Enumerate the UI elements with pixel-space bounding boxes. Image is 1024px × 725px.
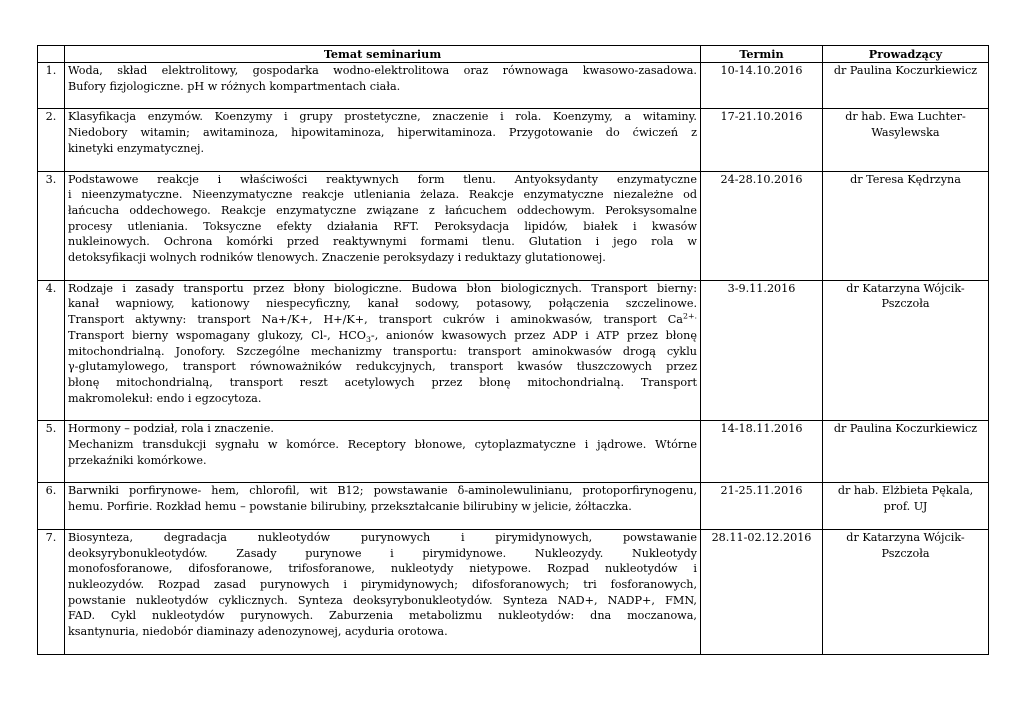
- table-row: [38, 171, 989, 280]
- topic-line: łańcucha oddechowego. Reakcje enzymatyczne związane z łańcuchem oddechowym. Peroksysomalne: [68, 203, 697, 217]
- seminar-lecturer: dr Paulina Koczurkiewicz: [823, 63, 989, 109]
- table-row: [38, 63, 989, 109]
- topic-line: Bufory fizjologiczne. pH w różnych kompartmentach ciała.: [68, 79, 401, 93]
- topic-line-text: -, anionów kwasowych przez ADP i ATP przez błonę: [370, 328, 697, 342]
- topic-line: FAD. Cykl nukleotydów purynowych. Zaburzenia metabolizmu nukleotydów: dna moczanowa,: [68, 609, 697, 623]
- topic-line: Hormony – podział, rola i znaczenie.: [68, 422, 274, 436]
- topic-line: Rodzaje i zasady transportu przez błony biologiczne. Budowa błon biologicznych. Transport bierny:: [68, 281, 697, 295]
- seminar-lecturer: dr Katarzyna Wójcik-Pszczoła: [823, 529, 989, 654]
- seminar-lecturer: dr Paulina Koczurkiewicz: [823, 421, 989, 483]
- seminar-topic: [65, 109, 701, 171]
- seminar-lecturer: dr hab. Elżbieta Pękala, prof. UJ: [823, 483, 989, 529]
- seminar-schedule-table: [37, 45, 989, 655]
- topic-line: Barwniki porfirynowe- hem, chlorofil, wit B12; powstawanie δ-aminolewulinianu, protoporfirynogenu,: [68, 484, 697, 498]
- row-number: 3.: [38, 171, 65, 280]
- topic-line: Woda, skład elektrolitowy, gospodarka wodno-elektrolitowa oraz równowaga kwasowo-zasadowa.: [68, 64, 697, 77]
- seminar-date: 21-25.11.2016: [701, 483, 823, 529]
- seminar-topic: [65, 421, 701, 483]
- topic-line: przekaźniki komórkowe.: [68, 453, 207, 467]
- row-number: 6.: [38, 483, 65, 529]
- topic-line: kinetyki enzymatycznej.: [68, 141, 205, 155]
- seminar-topic: [65, 483, 701, 529]
- topic-line: nukleinowych. Ochrona komórki przed reaktywnymi formami tlenu. Glutation i jego rola w: [68, 235, 697, 249]
- topic-line: błonę mitochondrialną, transport reszt acetylowych przez błonę mitochondrialną. Transport: [68, 375, 697, 389]
- row-number: 1.: [38, 63, 65, 109]
- seminar-lecturer: dr Teresa Kędrzyna: [823, 171, 989, 280]
- topic-line: γ-glutamylowego, transport równoważników redukcyjnych, transport kwasów tłuszczowych przez: [68, 360, 697, 374]
- seminar-date: 10-14.10.2016: [701, 63, 823, 109]
- topic-line: i nieenzymatyczne. Nieenzymatyczne reakcje utleniania żelaza. Reakcje enzymatyczne niezależne od: [68, 188, 697, 202]
- table-row: [38, 280, 989, 421]
- topic-line: Mechanizm transdukcji sygnału w komórce. Receptory błonowe, cytoplazmatyczne i jądrowe. Wtórne: [68, 438, 697, 452]
- topic-line: Niedobory witamin; awitaminoza, hipowitaminoza, hiperwitaminoza. Przygotowanie do ćwiczeń z: [68, 126, 697, 140]
- topic-line: hemu. Porfirie. Rozkład hemu – powstanie bilirubiny, przekształcanie bilirubiny w jelicie, żółtaczka.: [68, 500, 632, 514]
- seminar-topic: [65, 529, 701, 654]
- seminar-topic: [65, 63, 701, 109]
- table-row: [38, 109, 989, 171]
- topic-line-text: Transport bierny wspomagany glukozy, Cl-, HCO: [68, 328, 366, 342]
- seminar-date: 3-9.11.2016: [701, 280, 823, 421]
- seminar-lecturer: dr Katarzyna Wójcik-Pszczoła: [823, 280, 989, 421]
- topic-line: monofosforanowe, difosforanowe, trifosforanowe, nukleotydy nietypowe. Rozpad nukleotydów i: [68, 562, 697, 576]
- topic-line: makromolekuł: endo i egzocytoza.: [68, 391, 262, 405]
- topic-line: Podstawowe reakcje i właściwości reaktywnych form tlenu. Antyoksydanty enzymatyczne: [68, 172, 697, 186]
- table-row: [38, 483, 989, 529]
- seminar-date: 17-21.10.2016: [701, 109, 823, 171]
- seminar-date: 24-28.10.2016: [701, 171, 823, 280]
- header-topic: Temat seminarium: [65, 46, 701, 63]
- topic-line: kanał wapniowy, kationowy niespecyficzny, kanał sodowy, potasowy, połączenia szczelinowe.: [68, 297, 697, 311]
- topic-line: nukleozydów. Rozpad zasad purynowych i pirymidynowych; difosforanowych; tri fosforanowych,: [68, 577, 697, 591]
- topic-line: detoksyfikacji wolnych rodników tlenowych. Znaczenie peroksydazy i reduktazy glutationowej.: [68, 251, 606, 265]
- topic-line: [68, 312, 697, 328]
- seminar-topic: [65, 171, 701, 280]
- seminar-date: 14-18.11.2016: [701, 421, 823, 483]
- seminar-topic: [65, 280, 701, 421]
- topic-line: [68, 328, 697, 344]
- table-header-row: [38, 46, 989, 63]
- topic-line: powstanie nukleotydów cyklicznych. Synteza deoksyrybonukleotydów. Synteza NAD+, NADP+, FMN,: [68, 593, 697, 607]
- header-number: [38, 46, 65, 63]
- table-row: [38, 421, 989, 483]
- topic-line: deoksyrybonukleotydów. Zasady purynowe i pirymidynowe. Nukleozydy. Nukleotydy: [68, 546, 697, 560]
- topic-line: Klasyfikacja enzymów. Koenzymy i grupy prostetyczne, znaczenie i rola. Koenzymy, a witaminy.: [68, 110, 697, 124]
- topic-line: ksantynuria, niedobór diaminazy adenozynowej, acyduria orotowa.: [68, 625, 448, 639]
- row-number: 4.: [38, 280, 65, 421]
- header-lecturer: Prowadzący: [823, 46, 989, 63]
- header-date: Termin: [701, 46, 823, 63]
- row-number: 2.: [38, 109, 65, 171]
- topic-line: Biosynteza, degradacja nukleotydów purynowych i pirymidynowych, powstawanie: [68, 530, 697, 544]
- seminar-lecturer: dr hab. Ewa Luchter-Wasylewska: [823, 109, 989, 171]
- table-row: [38, 529, 989, 654]
- topic-line: mitochondrialną. Jonofory. Szczególne mechanizmy transportu: transport aminokwasów drogą cyklu: [68, 344, 697, 358]
- calcium-charge-superscript: 2+.: [682, 311, 697, 321]
- row-number: 7.: [38, 529, 65, 654]
- bicarbonate-subscript: 3: [365, 335, 371, 345]
- topic-line-text: Transport aktywny: transport Na+/K+, H+/K+, transport cukrów i aminokwasów, transport Ca: [68, 313, 683, 327]
- row-number: 5.: [38, 421, 65, 483]
- topic-line: procesy utleniania. Toksyczne efekty działania RFT. Peroksydacja lipidów, białek i kwasów: [68, 219, 697, 233]
- seminar-date: 28.11-02.12.2016: [701, 529, 823, 654]
